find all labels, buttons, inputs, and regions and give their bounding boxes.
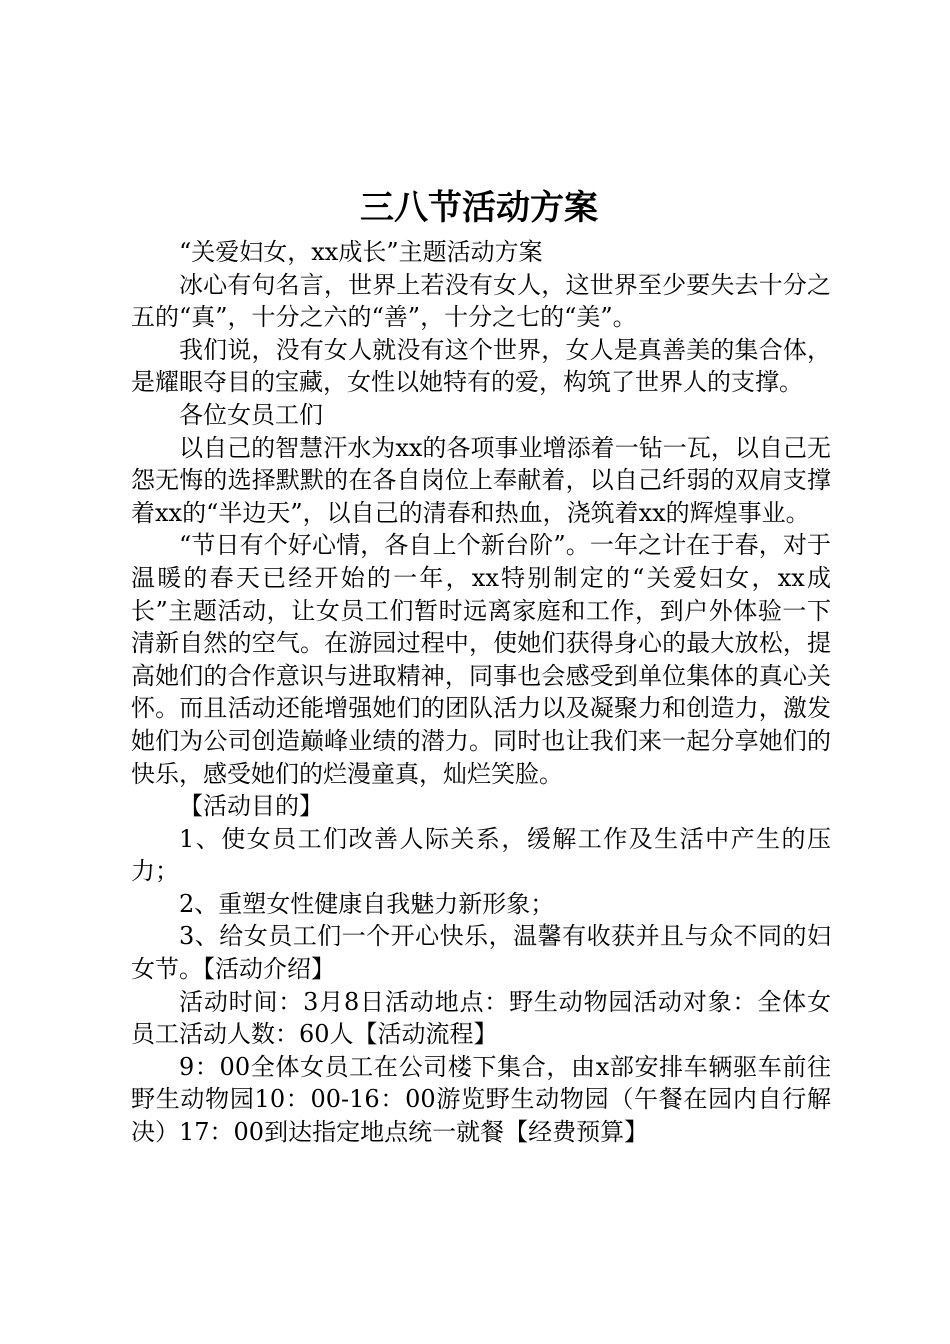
document-body bbox=[131, 236, 831, 1149]
document-title: 三八节活动方案 bbox=[360, 188, 598, 228]
paragraph-women-world: 我们说，没有女人就没有这个世界，女人是真善美的集合体，是耀眼夺目的宝藏，女性以她特有的爱，构筑了世界人的支撑。 bbox=[131, 335, 831, 397]
paragraph-contribution: 以自己的智慧汗水为xx的各项事业增添着一钻一瓦，以自己无怨无悔的选择默默的在各自岗位上奉献着，以自己纤弱的双肩支撑着xx的“半边天”，以自己的清春和热血，浇筑着xx的辉煌事业。 bbox=[131, 433, 831, 527]
heading-activity-purpose: 【活动目的】 bbox=[179, 792, 323, 821]
list-item-purpose-3: 3、给女员工们一个开心快乐，温馨有收获并且与众不同的妇女节。【活动介绍】 bbox=[131, 922, 831, 984]
list-item-purpose-1: 1、使女员工们改善人际关系，缓解工作及生活中产生的压力； bbox=[131, 824, 831, 886]
paragraph-activity-schedule: 9：00全体女员工在公司楼下集合，由x部安排车辆驱车前往野生动物园10：00-16：00游览野生动物园（午餐在园内自行解决）17：00到达指定地点统一就餐【经费预算】 bbox=[131, 1052, 831, 1147]
paragraph-activity-details: 活动时间：3月8日活动地点：野生动物园活动对象：全体女员工活动人数：60人【活动流程】 bbox=[131, 987, 831, 1049]
paragraph-subtitle: “关爱妇女，xx成长”主题活动方案 bbox=[179, 238, 543, 266]
paragraph-activity-intro: “节日有个好心情，各自上个新台阶”。一年之计在于春，对于温暖的春天已经开始的一年，xx特别制定的“关爱妇女，xx成长”主题活动，让女员工们暂时远离家庭和工作，到户外体验一下清新自然的空气。在游园过程中，使她们获得身心的最大放松，提高她们的合作意识与进取精神，同事也会感受到单位集体的真心关怀。而且活动还能增强她们的团队活力以及凝聚力和创造力，激发她们为公司创造巅峰业绩的潜力。同时也让我们来一起分享她们的快乐，感受她们的烂漫童真，灿烂笑脸。 bbox=[131, 531, 831, 788]
paragraph-greeting: 各位女员工们 bbox=[179, 400, 323, 429]
list-item-purpose-2: 2、重塑女性健康自我魅力新形象； bbox=[179, 889, 555, 918]
paragraph-quote: 冰心有句名言，世界上若没有女人，这世界至少要失去十分之五的“真”，十分之六的“善”，十分之七的“美”。 bbox=[131, 270, 831, 332]
